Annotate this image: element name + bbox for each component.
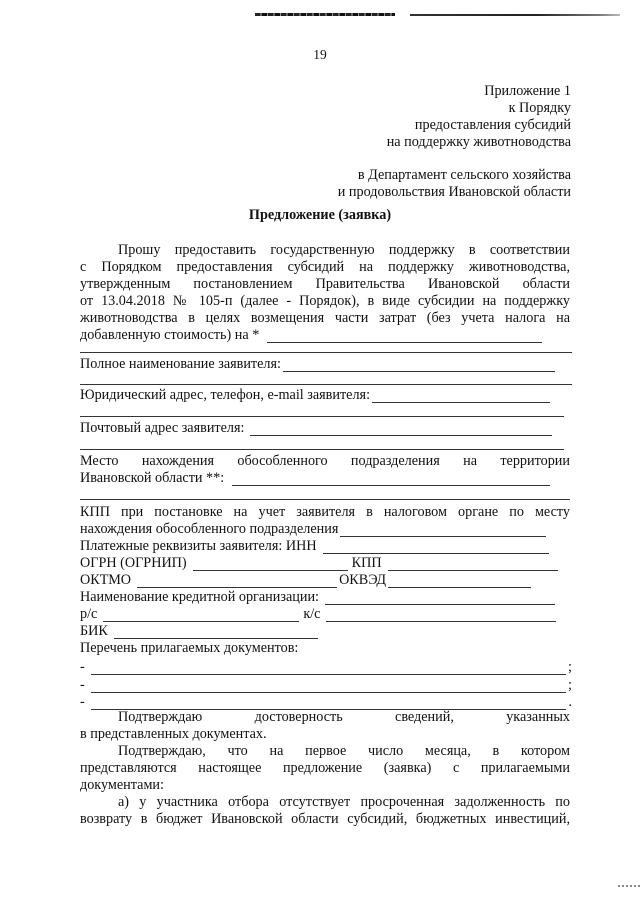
accounts-row xyxy=(80,606,556,622)
location-continuation-line[interactable] xyxy=(80,499,570,500)
addressee-line-1: в Департамент сельского хозяйства xyxy=(357,167,571,183)
document-item-end: ; xyxy=(568,659,572,675)
appendix-line-4: на поддержку животноводства xyxy=(386,134,571,150)
confirm-accuracy-line-1: Подтверждаю достоверность сведений, указанных xyxy=(118,709,570,725)
location-label-line-1: Место нахождения обособленного подразделения на территории xyxy=(80,453,570,469)
legal-address-blank[interactable] xyxy=(372,389,550,403)
legal-address-label: Юридический адрес, телефон, e-mail заявителя: xyxy=(80,387,371,403)
inn-blank[interactable] xyxy=(323,540,549,554)
ogrn-blank[interactable] xyxy=(193,557,348,571)
bank-name-field[interactable] xyxy=(80,589,555,605)
bik-label: БИК xyxy=(80,623,108,639)
document-item-blank[interactable] xyxy=(91,662,566,675)
postal-address-blank[interactable] xyxy=(250,422,552,436)
intro-line: Прошу предоставить государственную поддержку в соответствии xyxy=(118,242,570,258)
document-item-dash: - xyxy=(80,677,85,693)
document-item-dash: - xyxy=(80,659,85,675)
page-number: 19 xyxy=(313,47,327,62)
kpp-subdivision-label-line-2: нахождения обособленного подразделения xyxy=(80,521,339,537)
appendix-line-3: предоставления субсидий xyxy=(414,117,571,133)
document-item[interactable] xyxy=(80,677,572,693)
intro-line: животноводства в целях возмещения части затрат (без учета налога на xyxy=(80,310,570,326)
subsidy-purpose-continuation-line[interactable] xyxy=(80,352,572,353)
scan-artifact-bottom xyxy=(618,885,640,887)
postal-address-field[interactable] xyxy=(80,420,552,436)
bik-blank[interactable] xyxy=(114,625,318,639)
intro-line: утвержденным постановлением Правительства Ивановской области xyxy=(80,276,570,292)
inn-field[interactable] xyxy=(80,538,549,554)
okved-blank[interactable] xyxy=(388,574,531,588)
addressee-line-2: и продовольствия Ивановской области xyxy=(337,184,571,200)
document-item-end: ; xyxy=(568,677,572,693)
oktmo-label: ОКТМО xyxy=(80,572,132,588)
rs-label: р/с xyxy=(80,606,98,622)
document-item-blank[interactable] xyxy=(91,680,566,693)
document-item-dash: - xyxy=(80,694,85,710)
document-item-end: . xyxy=(568,694,572,710)
clause-a-line-1: а) у участника отбора отсутствует просроченная задолженность по xyxy=(118,794,570,810)
postal-address-label: Почтовый адрес заявителя: xyxy=(80,420,245,436)
full-name-blank[interactable] xyxy=(283,358,555,372)
legal-address-field[interactable] xyxy=(80,387,550,403)
subsidy-purpose-blank[interactable] xyxy=(267,329,542,343)
intro-line: от 13.04.2018 № 105-п (далее - Порядок), в виде субсидии на поддержку xyxy=(80,293,570,309)
ks-blank[interactable] xyxy=(326,608,556,622)
oktmo-okved-row xyxy=(80,572,531,588)
intro-line: с Порядком предоставления субсидий на поддержку животноводства, xyxy=(80,259,570,275)
kpp-subdivision-label-line-1: КПП при постановке на учет заявителя в налоговом органе по месту xyxy=(80,504,570,520)
subsidy-purpose-field[interactable] xyxy=(80,327,542,343)
oktmo-blank[interactable] xyxy=(137,574,337,588)
ogrn-kpp-row xyxy=(80,555,558,571)
appendix-line-2: к Порядку xyxy=(508,100,571,116)
legal-address-continuation-line[interactable] xyxy=(80,416,564,417)
documents-label: Перечень прилагаемых документов: xyxy=(80,640,299,656)
postal-address-continuation-line[interactable] xyxy=(80,449,564,450)
clause-a-line-2: возврату в бюджет Ивановской области субсидий, бюджетных инвестиций, xyxy=(80,811,570,827)
confirm-status-line-2: представляются настоящее предложение (заявка) с прилагаемыми xyxy=(80,760,570,776)
confirm-accuracy-line-2: в представленных документах. xyxy=(80,726,267,742)
bank-name-blank[interactable] xyxy=(325,591,555,605)
full-name-continuation-line[interactable] xyxy=(80,384,572,385)
location-field[interactable] xyxy=(80,470,550,486)
inn-label: Платежные реквизиты заявителя: ИНН xyxy=(80,538,317,554)
location-blank[interactable] xyxy=(232,472,550,486)
okved-label: ОКВЭД xyxy=(339,572,387,588)
document-title: Предложение (заявка) xyxy=(248,207,392,223)
scan-artifact-top xyxy=(255,12,625,18)
kpp-subdivision-blank[interactable] xyxy=(340,523,546,537)
appendix-label: Приложение 1 xyxy=(484,83,571,99)
full-name-field[interactable] xyxy=(80,356,555,372)
document-item[interactable] xyxy=(80,694,572,710)
subsidy-purpose-label: добавленную стоимость) на * xyxy=(80,327,260,343)
confirm-status-line-1: Подтверждаю, что на первое число месяца, в котором xyxy=(118,743,570,759)
full-name-label: Полное наименование заявителя: xyxy=(80,356,281,372)
bank-name-label: Наименование кредитной организации: xyxy=(80,589,319,605)
ogrn-label: ОГРН (ОГРНИП) xyxy=(80,555,187,571)
document-item[interactable] xyxy=(80,659,572,675)
confirm-status-line-3: документами: xyxy=(80,777,164,793)
kpp-label: КПП xyxy=(351,555,382,571)
location-label-line-2: Ивановской области **: xyxy=(80,470,225,486)
bik-field[interactable] xyxy=(80,623,318,639)
kpp-blank[interactable] xyxy=(388,557,558,571)
rs-blank[interactable] xyxy=(103,608,299,622)
ks-label: к/с xyxy=(303,606,321,622)
kpp-subdivision-field[interactable] xyxy=(80,521,546,537)
